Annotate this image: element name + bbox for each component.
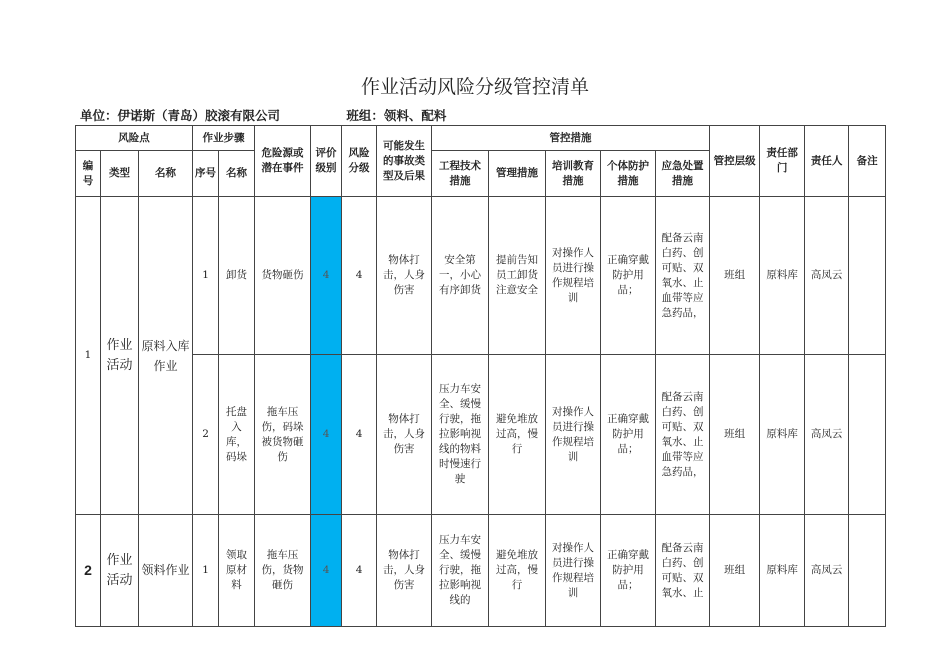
responsible-dept: 原料库	[760, 515, 805, 627]
hdr-risk-point: 风险点	[76, 126, 193, 151]
rating-cell: 4	[311, 515, 342, 627]
engineering-measure: 压力车安全、缓慢行驶，拖拉影响视线的	[432, 515, 489, 627]
hazard: 货物砸伤	[255, 197, 311, 355]
header-row-1	[76, 126, 886, 151]
hdr-step-no: 序号	[193, 151, 219, 197]
group-type: 作业活动	[101, 515, 139, 627]
hazard: 拖车压伤，货物砸伤	[255, 515, 311, 627]
responsible-dept: 原料库	[760, 197, 805, 355]
step-no: 2	[193, 355, 219, 515]
team-label: 班组：领料、配料	[346, 108, 447, 123]
responsible-dept: 原料库	[760, 355, 805, 515]
hdr-emergency: 应急处置措施	[656, 151, 710, 197]
rating-cell: 4	[311, 197, 342, 355]
control-level: 班组	[710, 197, 760, 355]
hdr-no: 编号	[76, 151, 101, 197]
hdr-management: 管理措施	[489, 151, 546, 197]
emergency-measure: 配备云南白药、创可贴、双氧水、止血带等应急药品，	[656, 355, 710, 515]
group-no: 2	[76, 515, 101, 627]
risk-level: 4	[342, 515, 377, 627]
unit-label: 单位：伊诺斯（青岛）胶滚有限公司	[80, 108, 281, 123]
remark	[849, 355, 886, 515]
meta-line	[80, 106, 446, 124]
hdr-controls: 管控措施	[432, 126, 710, 151]
control-level: 班组	[710, 355, 760, 515]
table-row	[76, 515, 886, 627]
responsible-person: 高凤云	[805, 355, 849, 515]
remark	[849, 197, 886, 355]
step-name: 卸货	[219, 197, 255, 355]
ppe-measure: 正确穿戴防护用品；	[601, 515, 656, 627]
group-type: 作业活动	[101, 197, 139, 515]
group-no: 1	[76, 197, 101, 515]
responsible-person: 高凤云	[805, 197, 849, 355]
step-name: 领取原材料	[219, 515, 255, 627]
hdr-training: 培训教育措施	[546, 151, 601, 197]
hdr-engineering: 工程技术措施	[432, 151, 489, 197]
group-name: 领料作业	[139, 515, 193, 627]
training-measure: 对操作人员进行操作规程培训	[546, 515, 601, 627]
training-measure: 对操作人员进行操作规程培训	[546, 355, 601, 515]
responsible-person: 高凤云	[805, 515, 849, 627]
emergency-measure: 配备云南白药、创可贴、双氧水、止血带等应急药品，	[656, 197, 710, 355]
page-title: 作业活动风险分级管控清单	[360, 76, 589, 98]
hdr-person: 责任人	[805, 126, 849, 197]
hdr-rating: 评价级别	[311, 126, 342, 197]
hdr-risk-level: 风险分级	[342, 126, 377, 197]
hdr-consequence: 可能发生的事故类型及后果	[377, 126, 432, 197]
engineering-measure: 压力车安全、缓慢行驶，拖拉影响视线的物料时慢速行驶	[432, 355, 489, 515]
remark	[849, 515, 886, 627]
hazard: 拖车压伤，码垛被货物砸伤	[255, 355, 311, 515]
risk-table	[75, 125, 886, 627]
hdr-hazard: 危险源或潜在事件	[255, 126, 311, 197]
hdr-ppe: 个体防护措施	[601, 151, 656, 197]
step-no: 1	[193, 197, 219, 355]
hdr-step-name: 名称	[219, 151, 255, 197]
table-row	[76, 355, 886, 515]
hdr-control-level: 管控层级	[710, 126, 760, 197]
rating-cell: 4	[311, 355, 342, 515]
engineering-measure: 安全第一，小心有序卸货	[432, 197, 489, 355]
risk-level: 4	[342, 197, 377, 355]
hdr-remark: 备注	[849, 126, 886, 197]
control-level: 班组	[710, 515, 760, 627]
step-name: 托盘入库，码垛	[219, 355, 255, 515]
hdr-type: 类型	[101, 151, 139, 197]
training-measure: 对操作人员进行操作规程培训	[546, 197, 601, 355]
management-measure: 避免堆放过高，慢行	[489, 515, 546, 627]
consequence: 物体打击，人身伤害	[377, 355, 432, 515]
consequence: 物体打击，人身伤害	[377, 515, 432, 627]
hdr-dept: 责任部门	[760, 126, 805, 197]
step-no: 1	[193, 515, 219, 627]
management-measure: 避免堆放过高，慢行	[489, 355, 546, 515]
table-row	[76, 197, 886, 355]
ppe-measure: 正确穿戴防护用品；	[601, 355, 656, 515]
consequence: 物体打击，人身伤害	[377, 197, 432, 355]
management-measure: 提前告知员工卸货注意安全	[489, 197, 546, 355]
hdr-name: 名称	[139, 151, 193, 197]
group-name: 原料入库作业	[139, 197, 193, 515]
risk-level: 4	[342, 355, 377, 515]
emergency-measure: 配备云南白药、创可贴、双氧水、止	[656, 515, 710, 627]
hdr-work-steps: 作业步骤	[193, 126, 255, 151]
ppe-measure: 正确穿戴防护用品；	[601, 197, 656, 355]
